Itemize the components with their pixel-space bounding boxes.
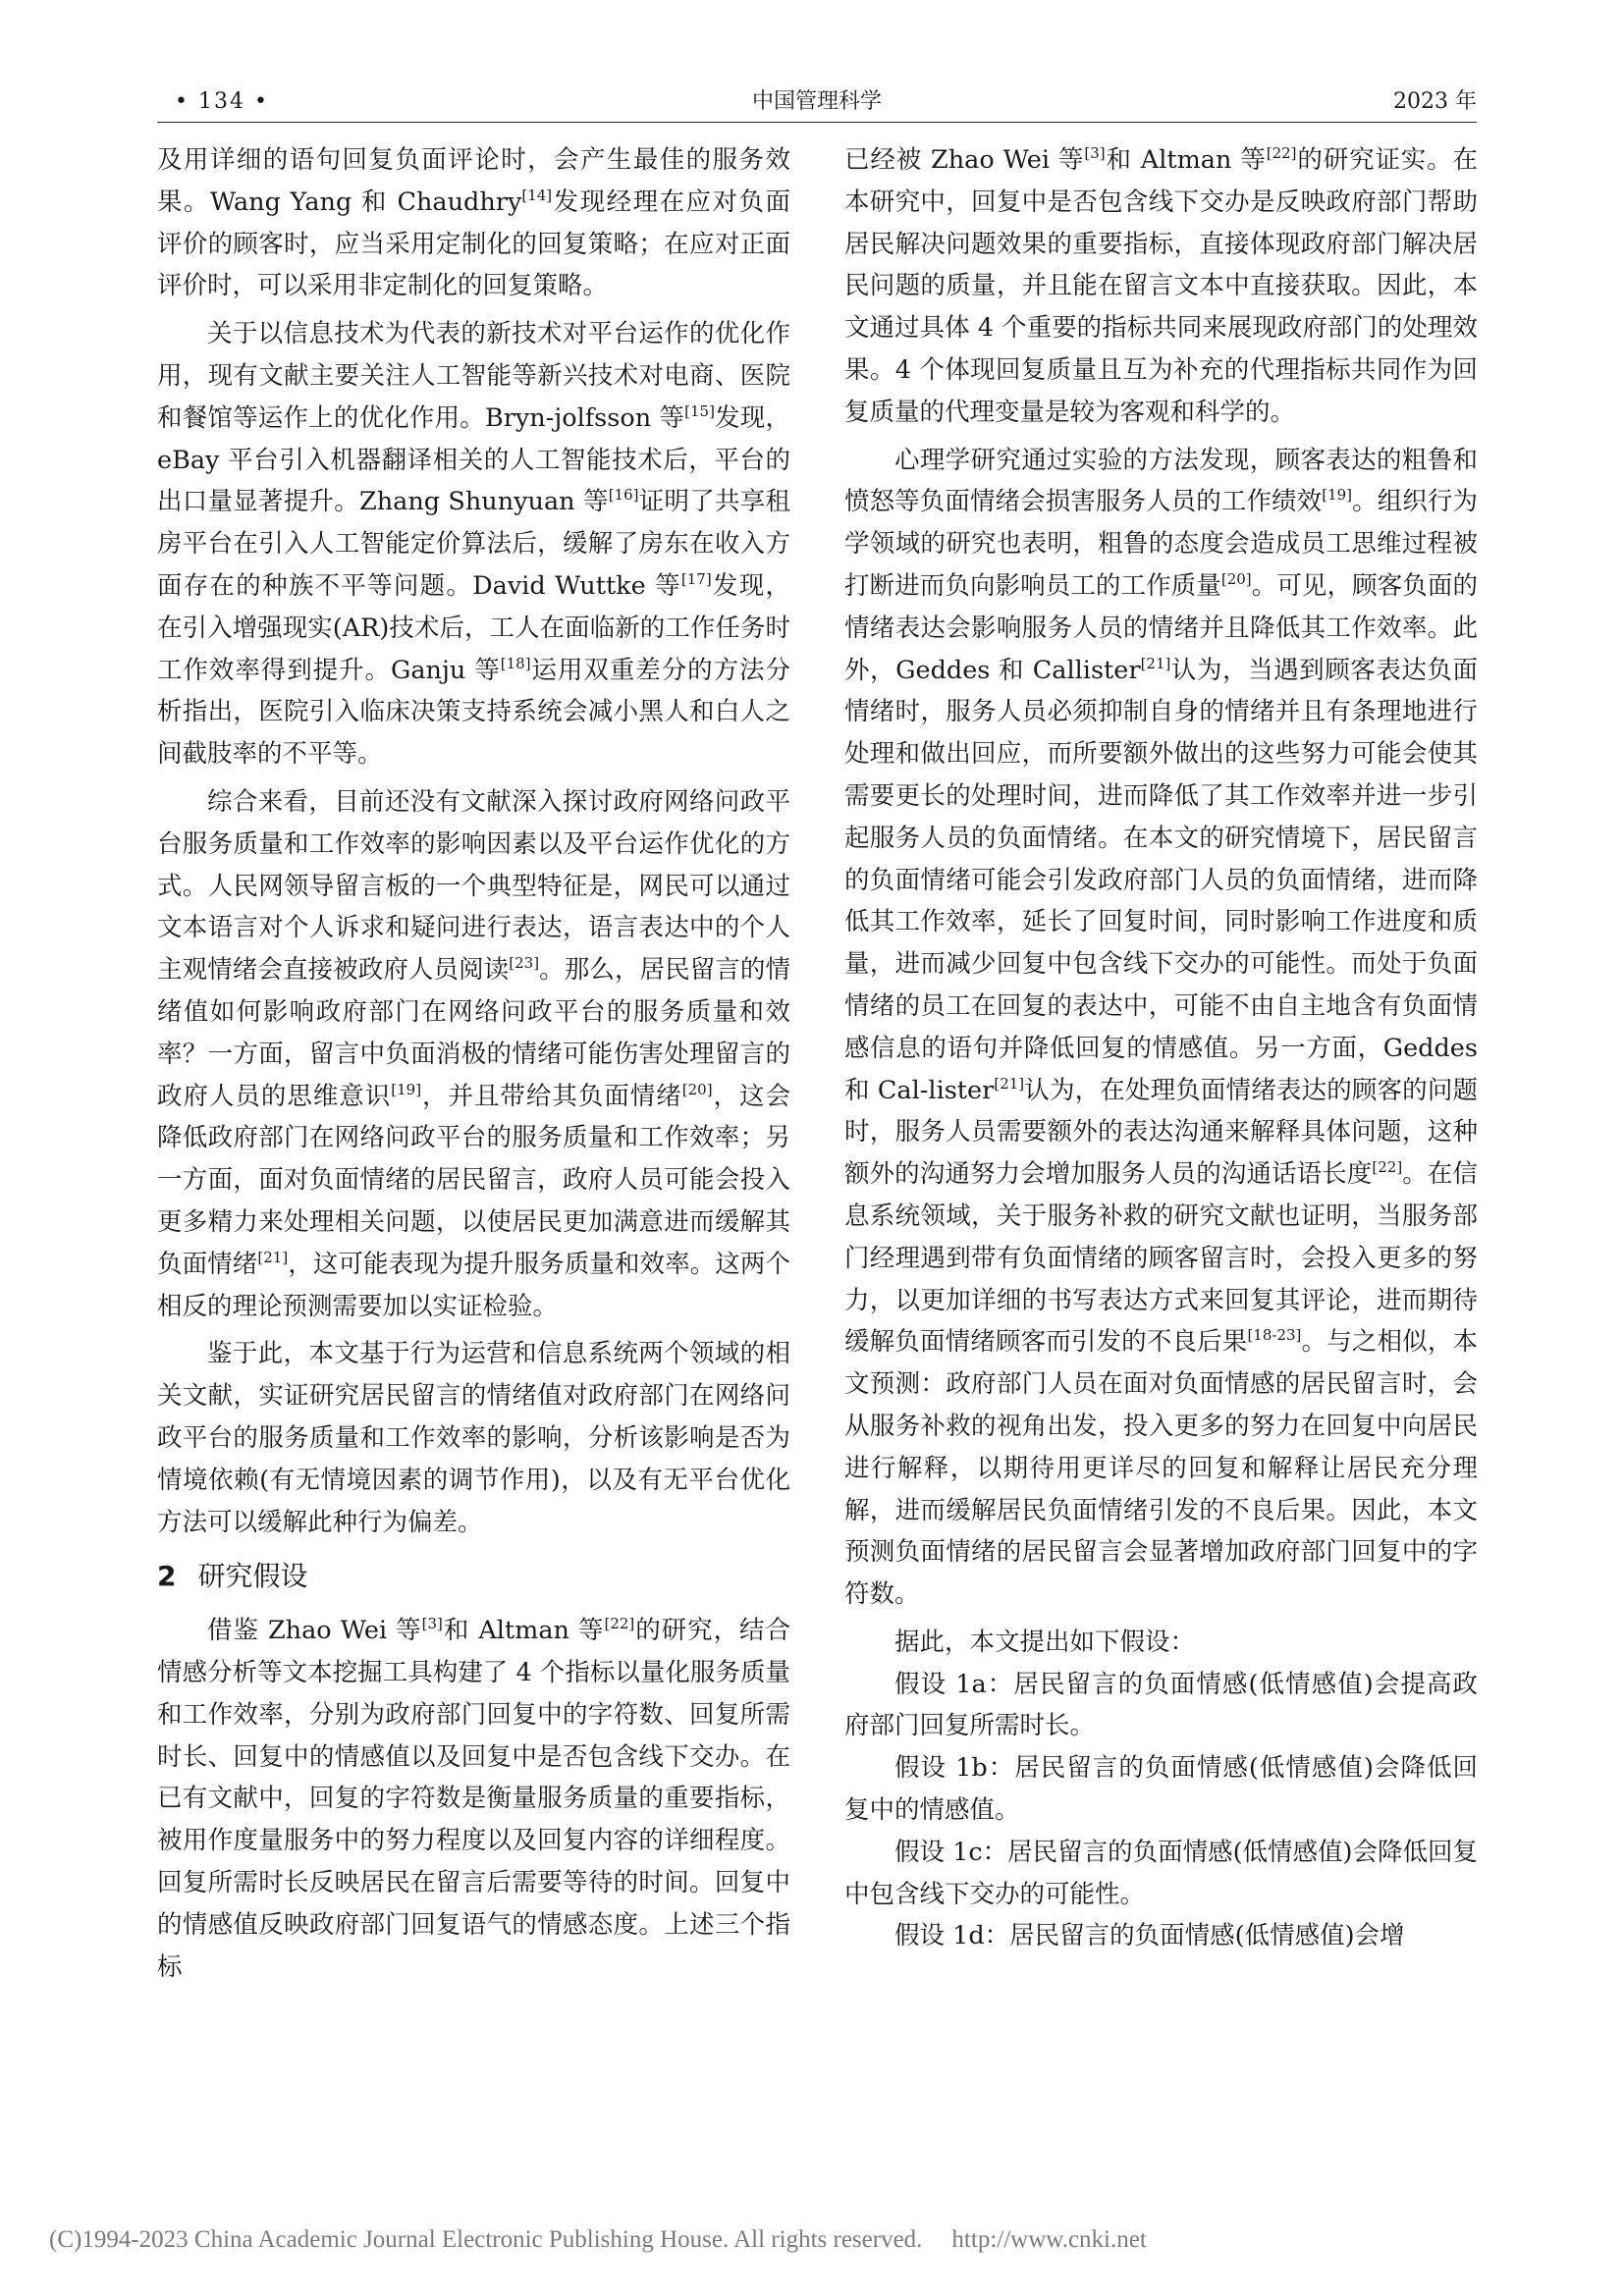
copyright-text: (C)1994-2023 China Academic Journal Electronic Publishing House. All rights reserved. (49, 2226, 923, 2253)
citation[interactable]: [3] (421, 1615, 443, 1633)
paragraph: 关于以信息技术为代表的新技术对平台运作的优化作用，现有文献主要关注人工智能等新兴技术对电商、医院和餐馆等运作上的优化作用。Bryn-jolfsson 等[15]发现，eBay 平台引入机器翻译相关的人工智能技术后，平台的出口量显著提升。Zhang Shunyuan 等[16]证明了共享租房平台在引入人工智能定价算法后，缓解了房东在收入方面存在的种族不平等问题。David Wuttke 等[17]发现，在引入增强现实(AR)技术后，工人在面临新的工作任务时工作效率得到提升。Ganju 等[18]运用双重差分的方法分析指出，医院引入临床决策支持系统会减小黑人和白人之间截肢率的不平等。 (157, 319, 790, 770)
citation[interactable]: [17] (680, 569, 712, 588)
hypothesis-1c: 假设 1c：居民留言的负面情感(低情感值)会降低回复中包含线下交办的可能性。 (844, 1837, 1479, 1909)
header-rule (157, 122, 1477, 123)
hypothesis-1a: 假设 1a：居民留言的负面情感(低情感值)会提高政府部门回复所需时长。 (844, 1669, 1478, 1741)
section-title: 研究假设 (197, 1560, 308, 1593)
right-column (844, 139, 1478, 1957)
citation[interactable]: [15] (684, 401, 715, 420)
paragraph: 综合来看，目前还没有文献深入探讨政府网络问政平台服务质量和工作效率的影响因素以及平台运作优化的方式。人民网领导留言板的一个典型特征是，网民可以通过文本语言对个人诉求和疑问进行表达，语言表达中的个人主观情绪会直接被政府人员阅读[23]。那么，居民留言的情绪值如何影响政府部门在网络问政平台的服务质量和效率？一方面，留言中负面消极的情绪可能伤害处理留言的政府人员的思维意识[19]，并且带给其负面情绪[20]，这会降低政府部门在网络问政平台的服务质量和工作效率；另一方面，面对负面情绪的居民留言，政府人员可能会投入更多精力来处理相关问题，以使居民更加满意进而缓解其负面情绪[21]，这可能表现为提升服务质量和效率。这两个相反的理论预测需要加以实证检验。 (157, 786, 790, 1321)
citation[interactable]: [21] (1140, 654, 1171, 672)
citation[interactable]: [18] (500, 654, 531, 672)
paragraph: 已经被 Zhao Wei 等[3]和 Altman 等[22]的研究证实。在本研究中，回复中是否包含线下交办是反映政府部门帮助居民解决问题效果的重要指标，直接体现政府部门解决居民问题的质量，并且能在留言文本中直接获取。因此，本文通过具体 4 个重要的指标共同来展现政府部门的处理效果。4 个体现回复质量且互为补充的代理指标共同作为回复质量的代理变量是较为客观和科学的。 (844, 144, 1479, 427)
citation[interactable]: [20] (1220, 569, 1252, 588)
hypothesis-1d: 假设 1d：居民留言的负面情感(低情感值)会增 (894, 1921, 1405, 1951)
citation[interactable]: [20] (681, 1080, 713, 1098)
citation[interactable]: [19] (1322, 486, 1353, 505)
page-number: • 134 • (175, 89, 269, 114)
hypothesis-1b: 假设 1b：居民留言的负面情感(低情感值)会降低回复中的情感值。 (844, 1753, 1478, 1826)
page-header (157, 82, 1477, 122)
paragraph: 心理学研究通过实验的方法发现，顾客表达的粗鲁和愤怒等负面情绪会损害服务人员的工作绩效[19]。组织行为学领域的研究也表明，粗鲁的态度会造成员工思维过程被打断进而负向影响员工的工作质量[20]。可见，顾客负面的情绪表达会影响服务人员的情绪并且降低其工作效率。此外，Geddes 和 Callister[21]认为，当遇到顾客表达负面情绪时，服务人员必须抑制自身的情绪并且有条理地进行处理和做出回应，而所要额外做出的这些努力可能会使其需要更长的处理时间，进而降低了其工作效率并进一步引起服务人员的负面情绪。在本文的研究情境下，居民留言的负面情绪可能会引发政府部门人员的负面情绪，进而降低其工作效率，延长了回复时间，同时影响工作进度和质量，进而减少回复中包含线下交办的可能性。而处于负面情绪的员工在回复的表达中，可能不由自主地含有负面情感信息的语句并降低回复的情感值。另一方面，Geddes 和 Cal-lister[21]认为，在处理负面情绪表达的顾客的问题时，服务人员需要额外的表达沟通来解释具体问题，这种额外的沟通努力会增加服务人员的沟通话语长度[22]。在信息系统领域，关于服务补救的研究文献也证明，当服务部门经理遇到带有负面情绪的顾客留言时，会投入更多的努力，以更加详细的书写表达方式来回复其评论，进而期待缓解负面情绪顾客而引发的不良后果[18-23]。与之相似，本文预测：政府部门人员在面对负面情感的居民留言时，会从服务补救的视角出发，投入更多的努力在回复中向居民进行解释，以期待用更详尽的回复和解释让居民充分理解，进而缓解居民负面情绪引发的不良后果。因此，本文预测负面情绪的居民留言会显著增加政府部门回复中的字符数。 (844, 445, 1478, 1610)
citation[interactable]: [18-23] (1247, 1326, 1302, 1345)
left-column (157, 139, 790, 1988)
paragraph: 据此，本文提出如下假设： (894, 1627, 1196, 1657)
citation[interactable]: [3] (1084, 144, 1106, 162)
citation[interactable]: [19] (391, 1080, 422, 1098)
citation[interactable]: [23] (509, 954, 540, 973)
paragraph: 鉴于此，本文基于行为运营和信息系统两个领域的相关文献，实证研究居民留言的情绪值对政府部门在网络问政平台的服务质量和工作效率的影响，分析该影响是否为情境依赖(有无情境因素的调节作用)，以及有无平台优化方法可以缓解此种行为偏差。 (157, 1339, 790, 1537)
section-heading (157, 1555, 790, 1598)
citation[interactable]: [22] (1372, 1158, 1403, 1177)
copyright-footer (49, 2226, 1581, 2254)
paragraph: 及用详细的语句回复负面评论时，会产生最佳的服务效果。Wang Yang 和 Chaudhry[14]发现经理在应对负面评价的顾客时，应当采用定制化的回复策略；在应对正面评价时，可以采用非定制化的回复策略。 (157, 145, 790, 301)
cnki-link[interactable]: http://www.cnki.net (951, 2226, 1147, 2253)
citation[interactable]: [21] (994, 1074, 1025, 1093)
citation[interactable]: [21] (257, 1248, 289, 1266)
journal-title: 中国管理科学 (751, 89, 882, 114)
paragraph: 借鉴 Zhao Wei 等[3]和 Altman 等[22]的研究，结合情感分析等文本挖掘工具构建了 4 个指标以量化服务质量和工作效率，分别为政府部门回复中的字符数、回复所需时长、回复中的情感值以及回复中是否包含线下交办。在已有文献中，回复的字符数是衡量服务质量的重要指标，被用作度量服务中的努力程度以及回复内容的详细程度。回复所需时长反映居民在留言后需要等待的时间。回复中的情感值反映政府部门回复语气的情感态度。上述三个指标 (157, 1615, 790, 1982)
publication-year: 2023 年 (1393, 89, 1477, 114)
citation[interactable]: [14] (521, 186, 553, 204)
section-number: 2 (157, 1560, 177, 1593)
citation[interactable]: [22] (604, 1615, 635, 1633)
citation[interactable]: [16] (608, 486, 639, 505)
citation[interactable]: [22] (1266, 144, 1297, 162)
